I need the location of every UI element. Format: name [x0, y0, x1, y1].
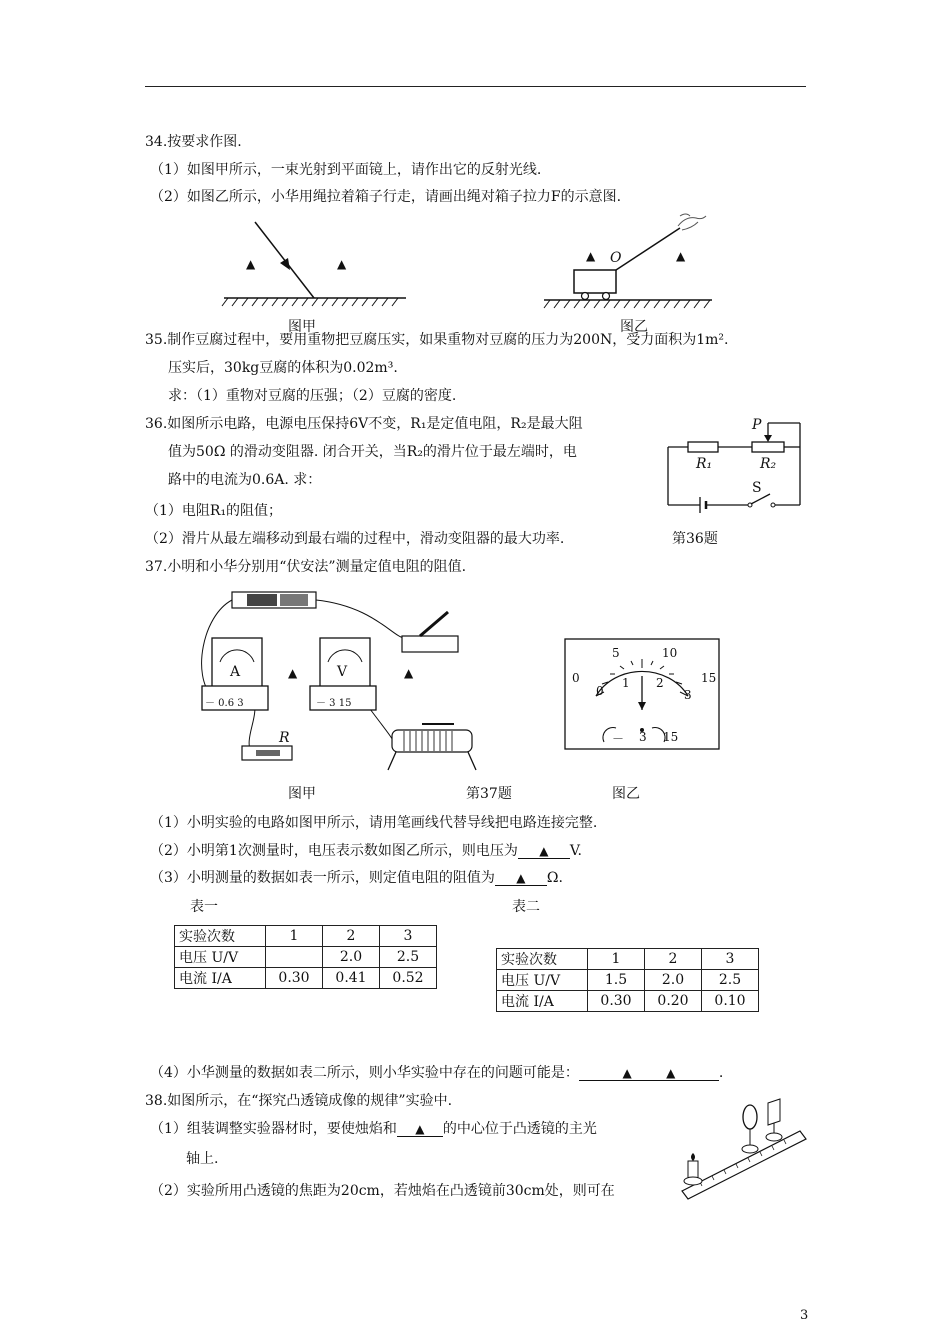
resistor-label: R: [279, 730, 290, 746]
answer-mark: ▲: [337, 257, 347, 271]
ammeter-label: A: [230, 664, 241, 680]
table-cell: 2: [645, 949, 702, 970]
figure-circuit-photo: [192, 586, 472, 776]
table-cell: 0.10: [702, 991, 759, 1012]
circuit-diagram: [660, 415, 810, 515]
table-cell: 实验次数: [497, 949, 588, 970]
dial-top-10: 10: [662, 646, 678, 660]
table-row: [175, 947, 437, 968]
page-number: 3: [800, 1308, 809, 1323]
q37-part3-unit: Ω.: [546, 870, 563, 886]
label-r1: R₁: [696, 456, 713, 472]
q34-title: 34.按要求作图.: [145, 134, 242, 150]
label-p: P: [752, 417, 762, 433]
table-row: [497, 970, 759, 991]
answer-blank[interactable]: [579, 1066, 719, 1081]
q34-part1: （1）如图甲所示，一束光射到平面镜上，请作出它的反射光线.: [150, 162, 542, 178]
q37-part3: [150, 867, 563, 887]
fig37-center-label: 第37题: [466, 786, 512, 802]
q37-part4-text: （4）小华测量的数据如表二所示，则小华实验中存在的问题可能是：: [150, 1065, 579, 1081]
q38-part1-text: （1）组装调整实验器材时，要使烛焰和: [150, 1121, 397, 1137]
q37-part2: [150, 840, 582, 860]
table-cell: 2.5: [702, 970, 759, 991]
table1-caption: 表一: [190, 899, 218, 915]
table-cell: 1.5: [588, 970, 645, 991]
table-cell: 0.30: [588, 991, 645, 1012]
table-cell: 3: [380, 926, 437, 947]
q37-part4-end: .: [718, 1065, 724, 1081]
table-cell: 电压 U/V: [497, 970, 588, 991]
table-cell: [266, 947, 323, 968]
dial-top-0: 0: [572, 671, 580, 685]
q35-line3: 求：（1）重物对豆腐的压强；（2）豆腐的密度.: [168, 388, 457, 404]
dial-bottom-3: 3: [684, 688, 692, 702]
table1: [174, 925, 437, 989]
answer-mark: ▲: [676, 249, 686, 263]
table-cell: 2.0: [323, 947, 380, 968]
label-r2: R₂: [760, 456, 777, 472]
fig-a-label: 图甲: [288, 319, 316, 335]
fig37-a-label: 图甲: [288, 786, 316, 802]
answer-blank[interactable]: ▲: [495, 871, 547, 886]
table-row: [497, 949, 759, 970]
table-cell: 0.30: [266, 968, 323, 989]
table-cell: 0.52: [380, 968, 437, 989]
table-cell: 电流 I/A: [497, 991, 588, 1012]
table2: [496, 948, 759, 1012]
q36-line3: 路中的电流为0.6A. 求：: [168, 472, 322, 488]
dial-bottom-2: 2: [656, 676, 664, 690]
label-s: S: [752, 480, 762, 496]
table-row: [497, 991, 759, 1012]
dial-term-3: 3: [639, 730, 647, 744]
q37-title: 37.小明和小华分别用“伏安法”测量定值电阻的阻值.: [145, 559, 467, 575]
table-cell: 1: [266, 926, 323, 947]
q37-part1: （1）小明实验的电路如图甲所示，请用笔画线代替导线把电路连接完整.: [150, 815, 598, 831]
dial-term-15: 15: [663, 730, 679, 744]
lens-bench-figure: [680, 1095, 810, 1205]
voltmeter-terminals: － 3 15: [316, 698, 352, 709]
dial-bottom-1: 1: [622, 676, 630, 690]
answer-blank[interactable]: ▲: [518, 844, 570, 859]
table-cell: 电流 I/A: [175, 968, 266, 989]
q38-part1: [150, 1118, 597, 1138]
table-cell: 2: [323, 926, 380, 947]
answer-mark: ▲: [246, 257, 256, 271]
q36-line2: 值为50Ω 的滑动变阻器. 闭合开关，当R₂的滑片位于最左端时，电: [168, 444, 577, 460]
table-cell: 0.20: [645, 991, 702, 1012]
voltmeter-label: V: [337, 664, 348, 680]
table-cell: 0.41: [323, 968, 380, 989]
q37-part2-text: （2）小明第1次测量时，电压表示数如图乙所示，则电压为: [150, 843, 518, 859]
fig-b-label: 图乙: [620, 319, 648, 335]
dial-top-15: 15: [701, 671, 717, 685]
answer-mark: ▲: [586, 249, 596, 263]
dial-top-5: 5: [612, 646, 620, 660]
q38-title: 38.如图所示，在“探究凸透镜成像的规律”实验中.: [145, 1093, 453, 1109]
q37-part2-unit: V.: [569, 843, 582, 859]
table-row: [175, 968, 437, 989]
table-cell: 3: [702, 949, 759, 970]
point-o-label: O: [610, 250, 622, 266]
answer-mark: ▲: [622, 1066, 632, 1080]
q35-line1: 35.制作豆腐过程中，要用重物把豆腐压实，如果重物对豆腐的压力为200N，受力面积为1m².: [145, 332, 729, 348]
table-cell: 2.0: [645, 970, 702, 991]
ammeter-terminals: － 0.6 3: [205, 698, 244, 709]
q35-line2: 压实后，30kg豆腐的体积为0.02m³.: [168, 360, 398, 376]
fig37-b-label: 图乙: [612, 786, 640, 802]
table-cell: 1: [588, 949, 645, 970]
header-rule: [145, 86, 806, 87]
dial-term-neg: －: [612, 732, 625, 746]
q37-part4: [150, 1062, 723, 1082]
answer-mark: ▲: [288, 666, 298, 680]
q38-part1-rest: 的中心位于凸透镜的主光: [442, 1121, 597, 1137]
table-cell: 2.5: [380, 947, 437, 968]
table-row: [175, 926, 437, 947]
q37-part3-text: （3）小明测量的数据如表一所示，则定值电阻的阻值为: [150, 870, 495, 886]
q34-part2: （2）如图乙所示，小华用绳拉着箱子行走，请画出绳对箱子拉力F的示意图.: [150, 189, 622, 205]
table2-caption: 表二: [512, 899, 540, 915]
q36-fig-label: 第36题: [672, 531, 718, 547]
figure-box-rope: [540, 210, 720, 320]
q38-part2: （2）实验所用凸透镜的焦距为20cm，若烛焰在凸透镜前30cm处，则可在: [150, 1183, 615, 1199]
q36-part1: （1）电阻R₁的阻值；: [145, 503, 283, 519]
table-cell: 电压 U/V: [175, 947, 266, 968]
answer-mark: ▲: [404, 666, 414, 680]
table-cell: 实验次数: [175, 926, 266, 947]
q36-part2: （2）滑片从最左端移动到最右端的过程中，滑动变阻器的最大功率.: [145, 531, 565, 547]
q38-part1-cont: 轴上.: [186, 1151, 219, 1167]
q36-line1: 36.如图所示电路，电源电压保持6V不变，R₁是定值电阻，R₂是最大阻: [145, 416, 583, 432]
answer-blank[interactable]: ▲: [397, 1122, 443, 1137]
dial-bottom-0: 0: [596, 684, 604, 698]
answer-mark: ▲: [666, 1066, 676, 1080]
